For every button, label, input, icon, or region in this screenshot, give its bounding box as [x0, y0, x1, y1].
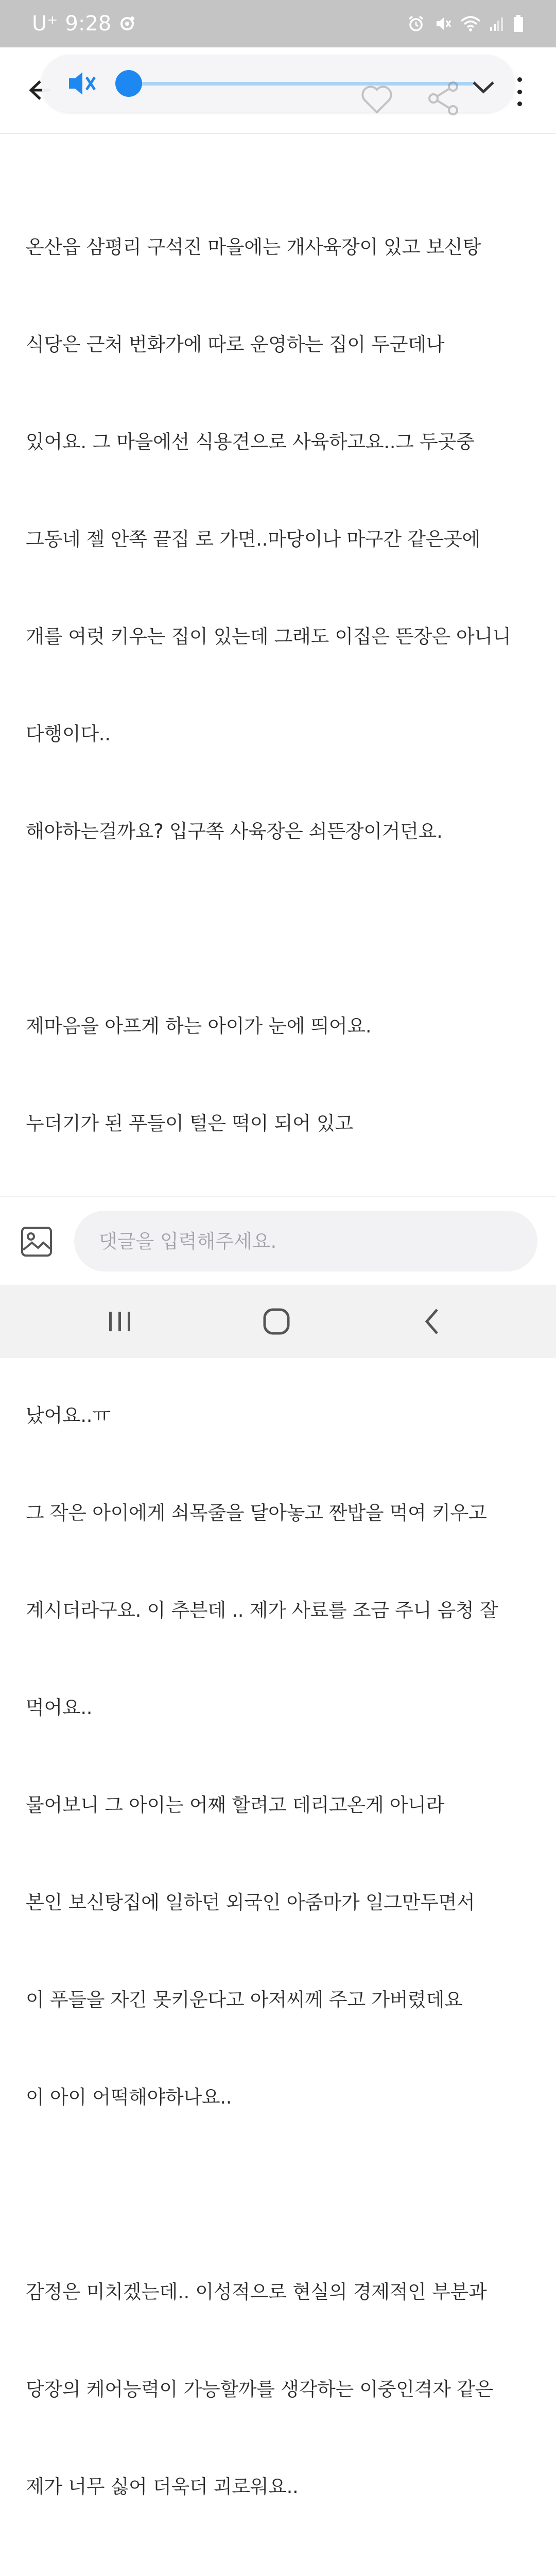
post-line: 물어보니 그 아이는 어째 할려고 데리고온게 아니라 [26, 1794, 445, 1816]
carrier-label: U⁺ [32, 12, 58, 36]
post-line: 났어요..ㅠ [26, 1404, 111, 1427]
mute-icon [433, 14, 452, 33]
status-sync-icon [118, 15, 136, 32]
post-line: 제마음을 아프게 하는 아이가 눈에 띄어요. [26, 1015, 372, 1037]
post-line: 있어요. 그 마을에선 식용견으로 사육하고요..그 두곳중 [26, 431, 475, 453]
status-bar [0, 0, 556, 47]
system-nav-bar [0, 1285, 556, 1358]
signal-icon [489, 15, 505, 32]
post-line: 다행이다.. [26, 723, 111, 745]
comment-input[interactable] [74, 1211, 537, 1272]
status-left [32, 12, 136, 36]
seek-thumb[interactable] [115, 70, 142, 97]
more-vert-icon[interactable] [512, 77, 527, 106]
post-line: 해야하는걸까요? 입구쪽 사육장은 쇠뜬장이거던요. [26, 820, 443, 842]
comment-bar [0, 1196, 556, 1285]
post-line: 감정은 미치겠는데.. 이성적으로 현실의 경제적인 부분과 [26, 2281, 487, 2303]
volume-off-icon[interactable] [67, 69, 98, 98]
paragraph-gap [26, 912, 535, 945]
battery-icon [513, 14, 524, 33]
post-line: 누더기가 된 푸들이 털은 떡이 되어 있고 [26, 1112, 353, 1134]
paragraph-gap [26, 2178, 535, 2211]
post-line: 그동네 젤 안쪽 끝집 로 가면..마당이나 마구간 같은곳에 [26, 528, 480, 550]
seek-track[interactable] [129, 82, 474, 86]
status-time: 9:28 [65, 12, 112, 36]
image-attach-icon[interactable] [21, 1226, 53, 1257]
post-line: 이 푸들을 자긴 못키운다고 아저씨께 주고 가버렸데요 [26, 1989, 463, 2011]
post-line: 제가 너무 싫어 더욱더 괴로워요.. [26, 2476, 299, 2498]
post-line: 그 작은 아이에게 쇠목줄을 달아놓고 짠밥을 먹여 키우고 [26, 1502, 487, 1524]
app-header [0, 47, 556, 134]
recent-apps-icon[interactable] [102, 1306, 138, 1337]
post-line: 개를 여럿 키우는 집이 있는데 그래도 이집은 뜬장은 아니니 [26, 625, 511, 648]
post-line: 식당은 근처 번화가에 따로 운영하는 집이 두군데나 [26, 333, 445, 355]
post-body [26, 166, 535, 2576]
back-icon[interactable] [414, 1306, 450, 1337]
post-line: 계시더라구요. 이 추븐데 .. 제가 사료를 조금 주니 음청 잘 [26, 1599, 498, 1621]
post-line: 먹어요.. [26, 1697, 93, 1719]
chevron-down-icon[interactable] [472, 79, 495, 95]
share-icon[interactable] [426, 80, 460, 116]
paragraph-gap [26, 2568, 535, 2576]
status-right [407, 14, 524, 33]
home-icon[interactable] [258, 1306, 294, 1337]
alarm-icon [407, 14, 425, 33]
post-line: 본인 보신탕집에 일하던 외국인 아줌마가 일그만두면서 [26, 1891, 475, 1913]
wifi-icon [460, 15, 481, 32]
media-player [41, 55, 515, 112]
heart-icon[interactable] [360, 84, 393, 114]
post-line: 온산읍 삼평리 구석진 마을에는 개사육장이 있고 보신탕 [26, 236, 481, 258]
post-line: 당장의 케어능력이 가능할까를 생각하는 이중인격자 같은 [26, 2378, 493, 2400]
post-line: 이 아이 어떡해야하나요.. [26, 2086, 232, 2108]
